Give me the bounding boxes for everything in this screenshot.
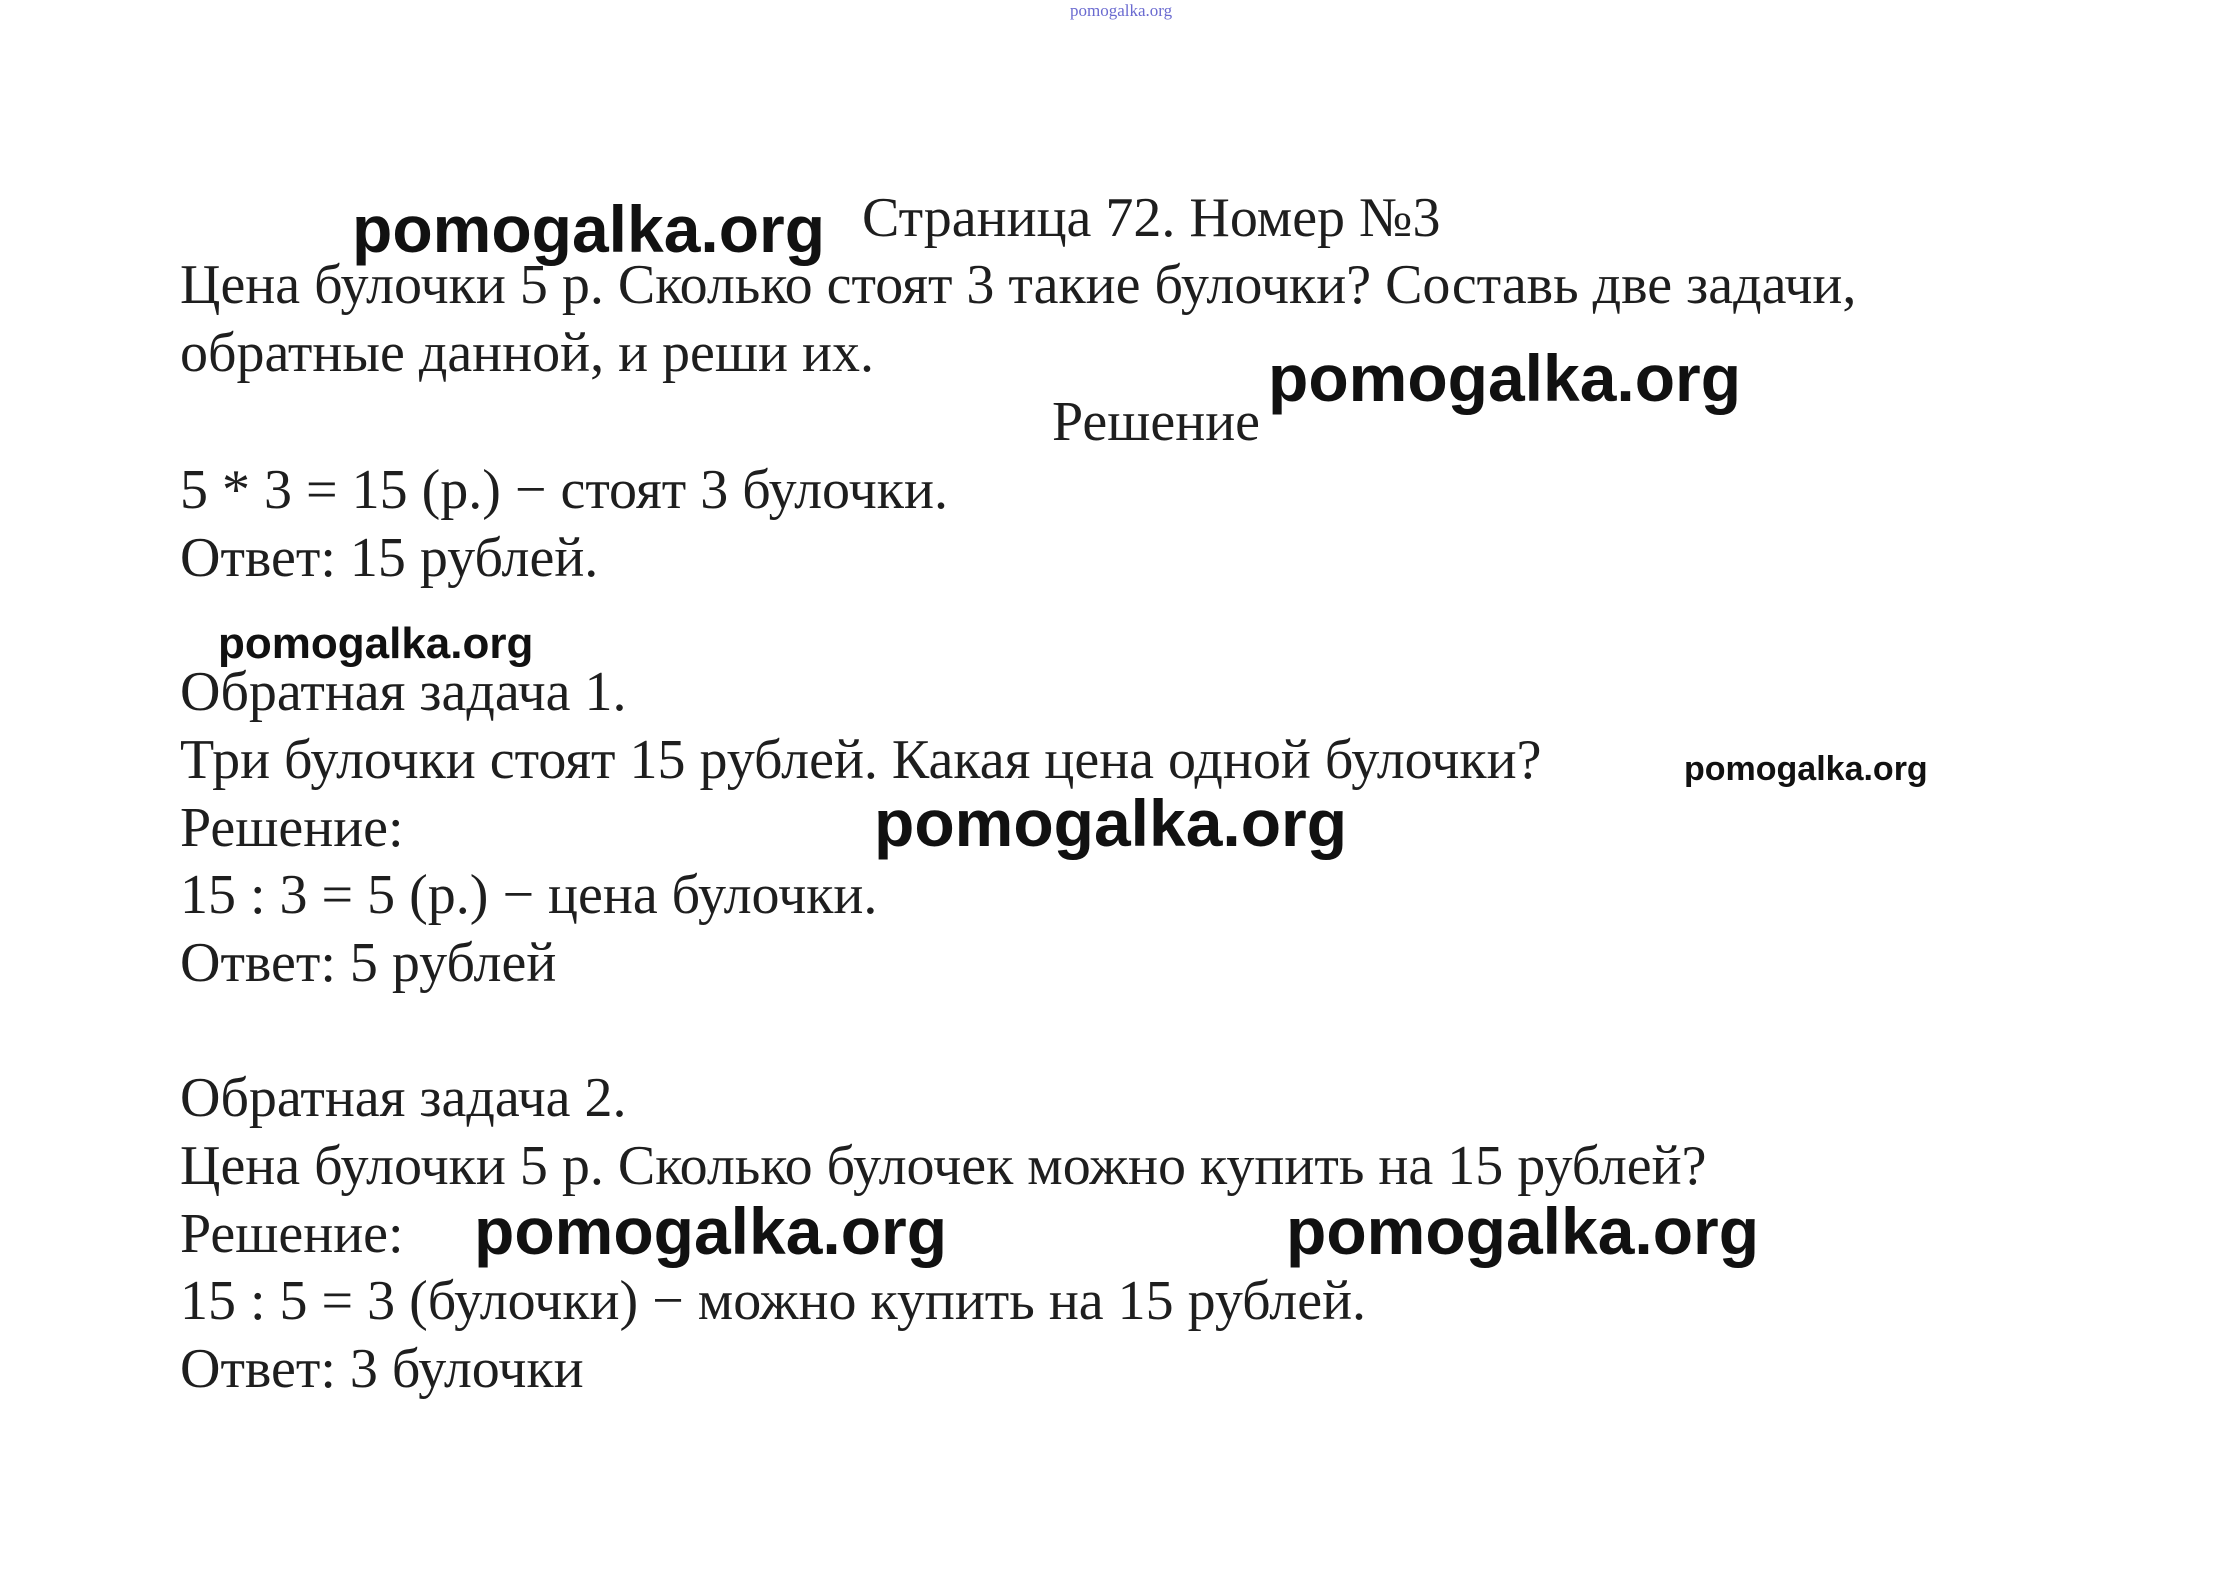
inverse-task-2-question: Цена булочки 5 р. Сколько булочек можно купить на 15 рублей? <box>180 1135 1707 1197</box>
task-text-line-1: Цена булочки 5 р. Сколько стоят 3 такие булочки? Составь две задачи, <box>180 254 1857 316</box>
solution-heading: Решение <box>1052 391 1261 453</box>
watermark: pomogalka.org <box>474 1194 948 1268</box>
inverse-task-2-solution-label: Решение: <box>180 1203 404 1265</box>
watermark: pomogalka.org <box>1286 1194 1760 1268</box>
inverse-task-1-question: Три булочки стоят 15 рублей. Какая цена одной булочки? <box>180 729 1542 791</box>
watermark: pomogalka.org <box>874 786 1348 860</box>
watermark-top: pomogalka.org <box>1070 1 1173 20</box>
inverse-task-2-answer: Ответ: 3 булочки <box>180 1338 584 1400</box>
watermark: pomogalka.org <box>1684 750 1928 788</box>
inverse-task-1-solution: 15 : 3 = 5 (р.) − цена булочки. <box>180 864 878 926</box>
watermark: pomogalka.org <box>1268 341 1742 415</box>
inverse-task-2-title: Обратная задача 2. <box>180 1067 627 1129</box>
inverse-task-1-answer: Ответ: 5 рублей <box>180 932 557 994</box>
task-answer: Ответ: 15 рублей. <box>180 527 599 589</box>
page-title: Страница 72. Номер №3 <box>862 187 1441 249</box>
inverse-task-2-solution: 15 : 5 = 3 (булочки) − можно купить на 15 рублей. <box>180 1270 1367 1332</box>
inverse-task-1-solution-label: Решение: <box>180 797 404 859</box>
watermark: pomogalka.org <box>218 619 534 668</box>
watermark: pomogalka.org <box>352 192 826 266</box>
task-solution: 5 * 3 = 15 (р.) − стоят 3 булочки. <box>180 459 948 521</box>
inverse-task-1-title: Обратная задача 1. <box>180 661 627 723</box>
task-text-line-2: обратные данной, и реши их. <box>180 322 874 384</box>
